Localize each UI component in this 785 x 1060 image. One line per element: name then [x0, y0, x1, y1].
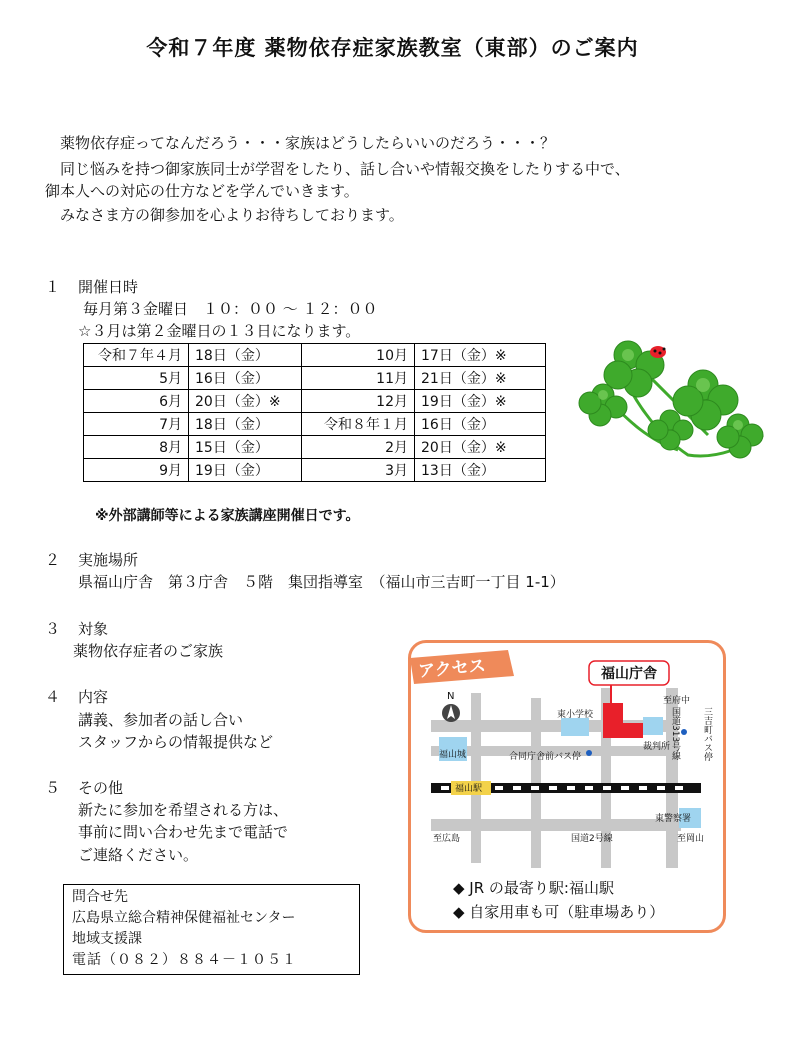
station-label: 福山駅	[455, 784, 483, 794]
contact-dept: 地域支援課	[72, 931, 142, 947]
page-title: 令和７年度 薬物依存症家族教室（東部）のご案内	[146, 36, 639, 60]
section-4-number: ４	[45, 688, 61, 706]
office-callout-label: 福山庁舎	[601, 666, 657, 682]
route313-label: 国道313号線	[670, 707, 680, 761]
target-text: 薬物依存症者のご家族	[73, 642, 224, 660]
other-line-1: 新たに参加を希望される方は、	[78, 801, 289, 819]
access-bullet-2: ◆ 自家用車も可（駐車場あり）	[453, 903, 665, 921]
section-1-heading: 開催日時	[78, 278, 139, 296]
bus-stop-label: 合同庁舎前バス停	[509, 752, 582, 762]
contact-box	[63, 884, 360, 975]
contact-heading: 問合せ先	[72, 889, 128, 905]
intro-line-1: 薬物依存症ってなんだろう・・・家族はどうしたらいいのだろう・・・？	[45, 134, 556, 152]
date-cell: 18日（金）	[189, 413, 302, 436]
month-cell: 2月	[302, 436, 415, 459]
section-1-number: １	[45, 278, 61, 296]
police-label: 東警察署	[655, 814, 692, 824]
section-3-number: ３	[45, 620, 61, 638]
date-cell: 16日（金）	[415, 413, 546, 436]
content-line-1: 講義、参加者の話し合い	[78, 711, 244, 729]
section-2-number: ２	[45, 551, 61, 569]
date-cell: 19日（金）※	[415, 390, 546, 413]
section-5-heading: その他	[78, 779, 124, 797]
march-note: ☆３月は第２金曜日の１３日になります。	[78, 322, 361, 340]
intro-line-4: みなさま方の御参加を心よりお待ちしております。	[45, 206, 404, 224]
contact-org: 広島県立総合精神保健福祉センター	[72, 910, 296, 926]
date-cell: 17日（金）※	[415, 344, 546, 367]
section-3-heading: 対象	[78, 620, 109, 638]
schedule-row	[84, 413, 546, 436]
north-label: N	[447, 691, 455, 702]
castle-label: 福山城	[439, 750, 467, 760]
other-line-2: 事前に問い合わせ先まで電話で	[78, 823, 289, 841]
month-cell: 7月	[84, 413, 189, 436]
schedule-row	[84, 459, 546, 482]
access-badge-label: アクセス	[417, 656, 487, 682]
schedule-row	[84, 436, 546, 459]
intro-line-3: 御本人への対応の仕方などを学んでいきます。	[45, 182, 359, 200]
date-cell: 21日（金）※	[415, 367, 546, 390]
month-cell: 12月	[302, 390, 415, 413]
to-fuchu-label: 至府中	[663, 696, 691, 706]
miyoshi-bus-label: 三吉町バス停	[702, 707, 712, 761]
month-cell: 5月	[84, 367, 189, 390]
date-cell: 13日（金）	[415, 459, 546, 482]
to-okayama-label: 至岡山	[677, 834, 705, 844]
date-cell: 20日（金）※	[189, 390, 302, 413]
month-cell: 8月	[84, 436, 189, 459]
month-cell: 令和８年１月	[302, 413, 415, 436]
schedule-row	[84, 390, 546, 413]
section-4-heading: 内容	[78, 688, 109, 706]
court-label: 裁判所	[643, 742, 671, 752]
month-cell: 令和７年４月	[84, 344, 189, 367]
date-cell: 19日（金）	[189, 459, 302, 482]
schedule-table	[83, 343, 546, 482]
schedule-time: 毎月第３金曜日 １０：００ ～ １２：００	[83, 300, 378, 318]
other-line-3: ご連絡ください。	[78, 846, 199, 864]
content-line-2: スタッフからの情報提供など	[78, 733, 274, 751]
date-cell: 18日（金）	[189, 344, 302, 367]
school-block	[561, 718, 589, 736]
date-cell: 20日（金）※	[415, 436, 546, 459]
month-cell: 11月	[302, 367, 415, 390]
school-label: 東小学校	[557, 710, 594, 720]
date-cell: 15日（金）	[189, 436, 302, 459]
to-hiroshima-label: 至広島	[433, 834, 461, 844]
contact-phone: 電話（０８２）８８４－１０５１	[72, 952, 297, 968]
court-block	[643, 717, 663, 735]
section-2-heading: 実施場所	[78, 551, 139, 569]
access-bullet-1: ◆ JR の最寄り駅:福山駅	[453, 879, 614, 897]
section-5-number: ５	[45, 779, 61, 797]
month-cell: 10月	[302, 344, 415, 367]
month-cell: 3月	[302, 459, 415, 482]
month-cell: 6月	[84, 390, 189, 413]
date-cell: 16日（金）	[189, 367, 302, 390]
intro-line-2: 同じ悩みを持つ御家族同士が学習をしたり、話し合いや情報交換をしたりする中で、	[45, 160, 630, 178]
venue-text: 県福山庁舎 第３庁舎 ５階 集団指導室 （福山市三吉町一丁目 1-1）	[78, 573, 565, 591]
schedule-note: ※外部講師等による家族講座開催日です。	[95, 508, 360, 524]
schedule-row	[84, 344, 546, 367]
clover-illustration	[578, 325, 768, 465]
schedule-row	[84, 367, 546, 390]
month-cell: 9月	[84, 459, 189, 482]
route2-label: 国道2号線	[571, 834, 613, 844]
